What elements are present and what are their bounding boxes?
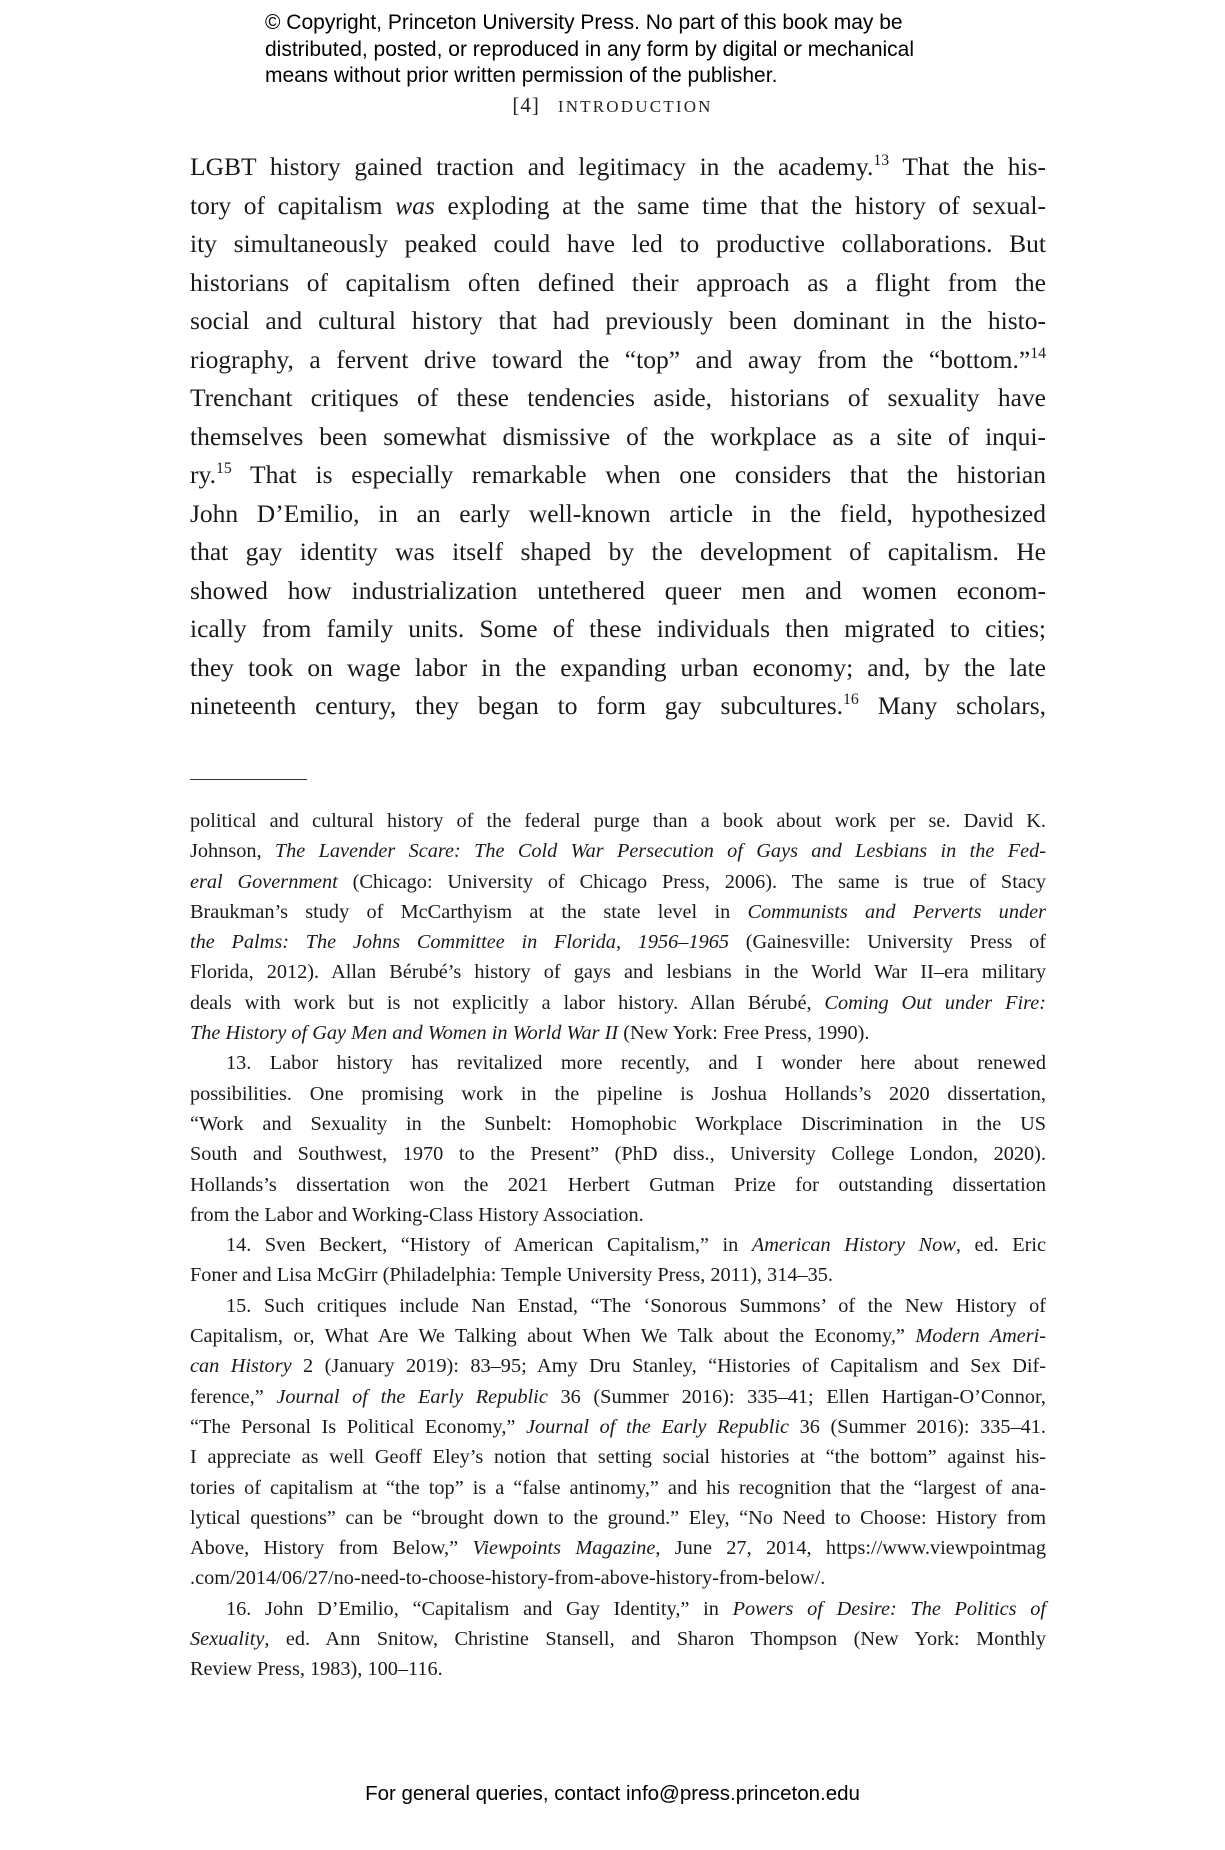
body-line	[190, 572, 1046, 611]
body-text	[190, 148, 1046, 726]
text-run: themselves been somewhat dismissive of the workplace as a site of inqui-	[190, 421, 1046, 451]
text-run: That is especially remarkable when one considers that the historian	[231, 460, 1046, 489]
italic-text: Viewpoints Magazine	[472, 1537, 656, 1560]
text-run: from the Labor and Working-Class History Association.	[190, 1203, 644, 1226]
text-run: Trenchant critiques of these tendencies aside, historians of sexuality have	[190, 383, 1046, 412]
footnote-line	[190, 1260, 1046, 1290]
footnote-line	[190, 1442, 1046, 1472]
footnote-line	[190, 1654, 1046, 1684]
footnote-line	[190, 1170, 1046, 1200]
body-line	[190, 610, 1046, 649]
text-run: Many scholars,	[858, 691, 1046, 720]
italic-text: Sexuality	[190, 1628, 265, 1651]
italic-text: Journal of the Early Republic	[276, 1385, 548, 1408]
text-run: (Gainesville: University Press of	[729, 931, 1047, 954]
footnote-line	[190, 1200, 1046, 1230]
footnote-line	[190, 1351, 1046, 1381]
text-run: Hollands’s dissertation won the 2021 Herbert Gutman Prize for outstanding dissertation	[190, 1173, 1046, 1196]
text-run: John D’Emilio, in an early well-known article in the field, hypothesized	[190, 498, 1046, 528]
footnote-line	[190, 867, 1046, 897]
italic-text: Coming Out under Fire:	[824, 991, 1046, 1014]
footnote-line	[190, 1563, 1046, 1593]
text-run: LGBT history gained traction and legitimacy in the academy.	[190, 152, 874, 181]
footnote-line	[190, 1230, 1046, 1260]
text-run: historians of capitalism often defined their approach as a flight from the	[190, 267, 1046, 297]
italic-text: Communists and Perverts under	[747, 900, 1046, 923]
text-run: , ed. Eric	[955, 1234, 1047, 1257]
footnote-line	[190, 988, 1046, 1018]
text-run: ically from family units. Some of these individuals then migrated to cities;	[190, 614, 1046, 643]
footnote-ref: 13	[873, 152, 890, 170]
text-run: Florida, 2012). Allan Bérubé’s history of gays and lesbians in the World War II–era military	[190, 961, 1046, 984]
italic-text: The Lavender Scare: The Cold War Persecution of Gays and Lesbians in the Fed-	[274, 840, 1046, 863]
text-run: Foner and Lisa McGirr (Philadelphia: Temple University Press, 2011), 314–35.	[190, 1264, 833, 1287]
footnote-line	[190, 1594, 1046, 1624]
text-run: Above, History from Below,”	[190, 1537, 473, 1560]
text-run: ry.	[190, 460, 216, 489]
text-run: social and cultural history that had previously been dominant in the histo-	[190, 306, 1046, 335]
copyright-line: means without prior written permission of the publisher.	[265, 64, 778, 87]
footnote-line	[190, 836, 1046, 866]
body-line	[190, 264, 1046, 303]
footnote-ref: 14	[1030, 344, 1046, 362]
body-line	[190, 341, 1046, 380]
text-run: 2 (January 2019): 83–95; Amy Dru Stanley, “Histories of Capitalism and Sex Dif-	[291, 1355, 1046, 1378]
body-line	[190, 187, 1046, 226]
text-run: tories of capitalism at “the top” is a “false antinomy,” and his recognition that the “largest of ana-	[190, 1476, 1046, 1499]
body-line	[190, 649, 1046, 688]
text-run: (Chicago: University of Chicago Press, 2006). The same is true of Stacy	[337, 870, 1046, 893]
text-run: ference,”	[190, 1385, 277, 1408]
footnote-line	[190, 1321, 1046, 1351]
body-line	[190, 533, 1046, 572]
italic-text: can History	[190, 1355, 292, 1378]
text-run: That the his-	[889, 152, 1046, 181]
body-line	[190, 687, 1046, 726]
copyright-line: distributed, posted, or reproduced in any form by digital or mechanical	[265, 37, 915, 61]
text-run: 16. John D’Emilio, “Capitalism and Gay Identity,” in	[226, 1597, 733, 1620]
text-run: Capitalism, or, What Are We Talking about When We Talk about the Economy,”	[190, 1325, 916, 1348]
footer-contact: For general queries, contact info@press.princeton.edu	[365, 1782, 860, 1805]
footnote-line	[190, 1048, 1046, 1078]
text-run: political and cultural history of the federal purge than a book about work per se. David K.	[190, 810, 1046, 832]
page-number: [4]	[512, 93, 540, 117]
text-run: 36 (Summer 2016): 335–41.	[789, 1415, 1046, 1438]
italic-text: was	[395, 190, 435, 220]
text-run: showed how industrialization untethered queer men and women econom-	[190, 575, 1046, 605]
footnote-separator	[190, 779, 307, 780]
text-run: riography, a fervent drive toward the “top” and away from the “bottom.”	[190, 344, 1031, 374]
copyright-line: © Copyright, Princeton University Press. No part of this book may be	[265, 11, 903, 34]
footnote-line	[190, 1533, 1046, 1563]
text-run: lytical questions” can be “brought down to the ground.” Eley, “No Need to Choose: History from	[190, 1506, 1046, 1529]
text-run: that gay identity was itself shaped by the development of capitalism. He	[190, 537, 1046, 566]
text-run: 36 (Summer 2016): 335–41; Ellen Hartigan-O’Connor,	[547, 1385, 1046, 1408]
footnotes	[190, 806, 1046, 1685]
text-run: “The Personal Is Political Economy,”	[190, 1415, 526, 1438]
footnote-line	[190, 1624, 1046, 1654]
body-line	[190, 225, 1046, 264]
footnote-line	[190, 897, 1046, 927]
italic-text: Powers of Desire: The Politics of	[732, 1597, 1046, 1620]
italic-text: The History of Gay Men and Women in World War II	[190, 1022, 619, 1045]
footnote-ref: 15	[215, 460, 232, 478]
footnote-line	[190, 1109, 1046, 1139]
running-head	[0, 93, 1225, 118]
text-run: .com/2014/06/27/no-need-to-choose-history-from-above-history-from-below/.	[190, 1567, 826, 1590]
body-line	[190, 495, 1046, 534]
body-line	[190, 302, 1046, 341]
footnote-line	[190, 1079, 1046, 1109]
text-run: (New York: Free Press, 1990).	[618, 1022, 870, 1045]
text-run: deals with work but is not explicitly a labor history. Allan Bérubé,	[190, 991, 825, 1014]
body-line	[190, 148, 1046, 187]
footnote-line	[190, 1473, 1046, 1503]
italic-text: Journal of the Early Republic	[525, 1415, 790, 1438]
text-run: South and Southwest, 1970 to the Present” (PhD diss., University College London, 2020).	[190, 1143, 1046, 1166]
text-run: Johnson,	[190, 840, 275, 863]
italic-text: Modern Ameri-	[915, 1325, 1046, 1348]
text-run: possibilities. One promising work in the pipeline is Joshua Hollands’s 2020 dissertation,	[190, 1082, 1046, 1105]
text-run: Braukman’s study of McCarthyism at the state level in	[190, 900, 748, 923]
text-run: exploding at the same time that the history of sexual-	[434, 190, 1046, 220]
footnote-line	[190, 1503, 1046, 1533]
text-run: they took on wage labor in the expanding urban economy; and, by the late	[190, 652, 1046, 682]
text-run: 15. Such critiques include Nan Enstad, “The ‘Sonorous Summons’ of the New History of	[226, 1294, 1046, 1317]
footnote-line	[190, 1018, 1046, 1048]
footnote-line	[190, 927, 1046, 957]
footnote-ref: 16	[843, 691, 859, 709]
body-line	[190, 456, 1046, 495]
italic-text: American History Now	[751, 1234, 956, 1257]
text-run: , June 27, 2014, https://www.viewpointmag	[655, 1537, 1047, 1560]
text-run: ity simultaneously peaked could have led to productive collaborations. But	[190, 229, 1046, 258]
italic-text: the Palms: The Johns Committee in Florida, 1956–1965	[190, 931, 730, 954]
footnote-line	[190, 1412, 1046, 1442]
text-run: 14. Sven Beckert, “History of American Capitalism,” in	[226, 1234, 752, 1257]
footnote-line	[190, 1291, 1046, 1321]
body-line	[190, 418, 1046, 457]
section-title: INTRODUCTION	[557, 97, 713, 116]
text-run: nineteenth century, they began to form gay subcultures.	[190, 691, 844, 720]
footnote-line	[190, 806, 1046, 836]
footnote-line	[190, 1139, 1046, 1169]
footnote-line	[190, 1382, 1046, 1412]
text-run: “Work and Sexuality in the Sunbelt: Homophobic Workplace Discrimination in the US	[190, 1112, 1046, 1135]
text-run: I appreciate as well Geoff Eley’s notion that setting social histories at “the bottom” against his-	[190, 1446, 1046, 1469]
italic-text: eral Government	[190, 870, 338, 893]
footnote-line	[190, 957, 1046, 987]
copyright-notice	[265, 10, 914, 90]
text-run: , ed. Ann Snitow, Christine Stansell, and Sharon Thompson (New York: Monthly	[264, 1628, 1046, 1651]
body-line	[190, 379, 1046, 418]
text-run: tory of capitalism	[190, 190, 396, 220]
text-run: 13. Labor history has revitalized more recently, and I wonder here about renewed	[226, 1052, 1046, 1075]
text-run: Review Press, 1983), 100–116.	[190, 1658, 443, 1681]
